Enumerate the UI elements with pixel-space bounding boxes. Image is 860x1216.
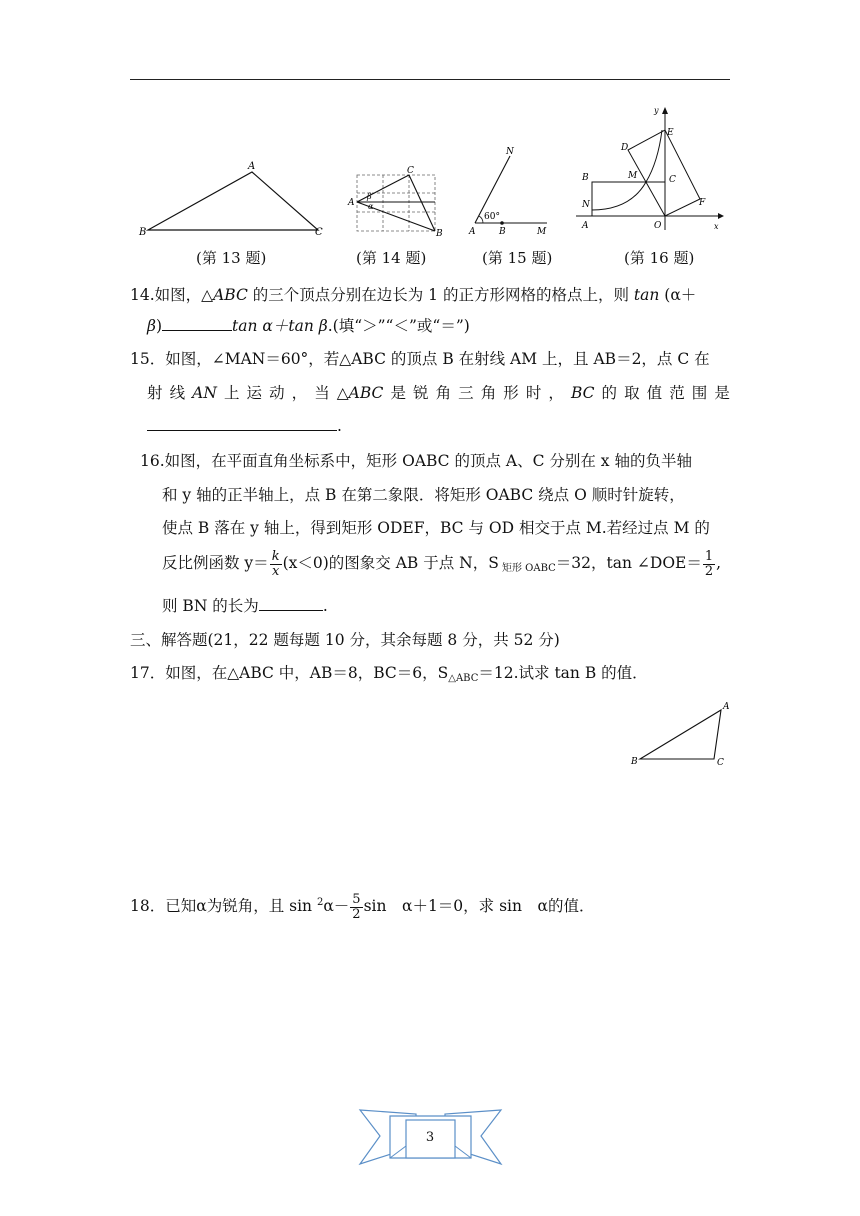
fig16-label-x: x — [714, 222, 719, 231]
q15-line3: . — [147, 416, 342, 436]
fig16-label-f: F — [699, 198, 706, 208]
q15-line1: 15．如图，∠MAN＝60°，若△ABC 的顶点 B 在射线 AM 上，且 AB＝2，点 C 在 — [130, 350, 710, 368]
q15-line2-word: 三 — [458, 384, 474, 402]
fig17-label-c: C — [717, 758, 724, 768]
q15-line2 — [147, 383, 730, 403]
fig14-label-a: A — [348, 198, 355, 208]
fig16-label-m: M — [628, 171, 638, 181]
q15-line2-word: AN — [192, 384, 217, 402]
caption-fig13: (第 13 题) — [196, 249, 267, 267]
fig15-label-m: M — [537, 227, 547, 237]
header-rule — [130, 79, 730, 80]
q14-line1: 14.如图，△ABC 的三个顶点分别在边长为 1 的正方形网格的格点上，则 tan (α＋ — [130, 286, 697, 304]
figure-13 — [138, 160, 338, 240]
figure-16 — [570, 102, 730, 237]
q15-line2-word: 形 — [503, 384, 519, 402]
q16-line3: 使点 B 落在 y 轴上，得到矩形 ODEF，BC 与 OD 相交于点 M.若经过点 M 的 — [162, 519, 710, 537]
q15-answer-blank[interactable] — [147, 416, 337, 431]
q14-line2: β) tan α＋tan β.(填“＞”“＜”或“＝”) — [147, 317, 470, 335]
fig14-label-c: C — [407, 166, 414, 176]
q14-answer-blank[interactable] — [162, 316, 232, 331]
q15-line2-word: 上 — [223, 384, 240, 402]
fig14-label-b: B — [436, 229, 443, 238]
q15-line2-word: △ABC — [336, 384, 384, 402]
q15-line2-word: 范 — [669, 384, 685, 402]
q16-line5: 则 BN 的长为 . — [162, 597, 328, 615]
q16-line4: 反比例函数 y＝ $\frac{k}{x}$ (x＜0)的图象交 AB 于点 N，S $_{矩形 OABC}$＝32，tan ∠DOE＝ $\frac{1}{2}$ , — [162, 548, 722, 579]
q15-line2-word: 线 — [169, 384, 186, 402]
page-number: 3 — [425, 1130, 435, 1145]
fig14-label-beta: β — [367, 192, 372, 201]
figure-17 — [630, 700, 735, 770]
q16-line1: 16.如图，在平面直角坐标系中，矩形 OABC 的顶点 A、C 分别在 x 轴的负半轴 — [140, 452, 692, 470]
q15-line2-word: 动 — [269, 384, 285, 402]
q15-line2-word: 是 — [714, 384, 730, 402]
caption-fig16: (第 16 题) — [624, 249, 695, 267]
fig16-label-d: D — [621, 143, 629, 153]
q17-text: 17．如图，在△ABC 中，AB＝8，BC＝6，$S_{\triangle ABC}=12$.试求 tan B 的值． — [130, 664, 648, 684]
q15-line2-word: 角 — [435, 384, 452, 402]
q15-line2-word: 取 — [624, 384, 640, 402]
fig13-label-b: B — [139, 227, 147, 238]
q15-line2-word: 的 — [601, 384, 618, 402]
q15-line2-word: 时 — [525, 384, 542, 402]
q16-fraction-k-over-x: $\frac{k}{x}$ — [271, 548, 280, 579]
section-3-heading: 三、解答题(21，22 题每题 10 分，其余每题 8 分，共 52 分) — [130, 631, 560, 649]
fig16-label-b: B — [582, 173, 589, 183]
q15-line2-word: 是 — [390, 384, 406, 402]
fig16-label-e: E — [667, 128, 674, 138]
fig15-label-b: B — [499, 227, 506, 237]
q15-line2-word: 值 — [646, 384, 663, 402]
fig17-label-b: B — [631, 757, 638, 767]
q18-fraction-five-halves: $\frac{5}{2}$ — [352, 891, 361, 922]
q16-line2: 和 y 轴的正半轴上，点 B 在第二象限．将矩形 OABC 绕点 O 顺时针旋转， — [162, 486, 685, 504]
fig16-label-a: A — [582, 221, 589, 231]
caption-fig14: (第 14 题) — [356, 249, 427, 267]
fig17-label-a: A — [723, 702, 730, 712]
fig14-label-alpha: α — [368, 202, 374, 211]
q16-fraction-one-half: $\frac{1}{2}$ — [704, 548, 714, 579]
fig16-label-n: N — [582, 200, 590, 210]
q15-line2-word: 当 — [314, 384, 330, 402]
q16-answer-blank[interactable] — [259, 596, 323, 611]
q15-line2-word: ， — [291, 384, 308, 402]
figure-14 — [343, 163, 448, 238]
q15-line2-word: 锐 — [413, 384, 429, 402]
fig15-label-n: N — [506, 147, 514, 157]
fig16-label-y: y — [654, 106, 659, 115]
fig13-label-c: C — [315, 227, 323, 238]
q15-line2-word: 围 — [691, 384, 708, 402]
fig13-label-a: A — [248, 161, 256, 172]
q18-text: 18．已知α为锐角，且 sin $^2$α－ $\frac{5}{2}$ sin α＋1＝0，求 sin α的值． — [130, 891, 595, 922]
q15-line2-word: 射 — [147, 384, 163, 402]
q15-line2-word: 运 — [246, 384, 263, 402]
q15-line2-word: BC — [570, 384, 595, 402]
fig16-label-o: O — [654, 221, 662, 231]
figure-15 — [465, 143, 555, 238]
q15-line2-word: ， — [548, 384, 564, 402]
fig15-label-angle: 60° — [484, 212, 500, 222]
caption-fig15: (第 15 题) — [482, 249, 553, 267]
q15-line2-word: 角 — [480, 384, 497, 402]
fig15-label-a: A — [469, 227, 476, 237]
fig16-label-c: C — [669, 175, 676, 185]
